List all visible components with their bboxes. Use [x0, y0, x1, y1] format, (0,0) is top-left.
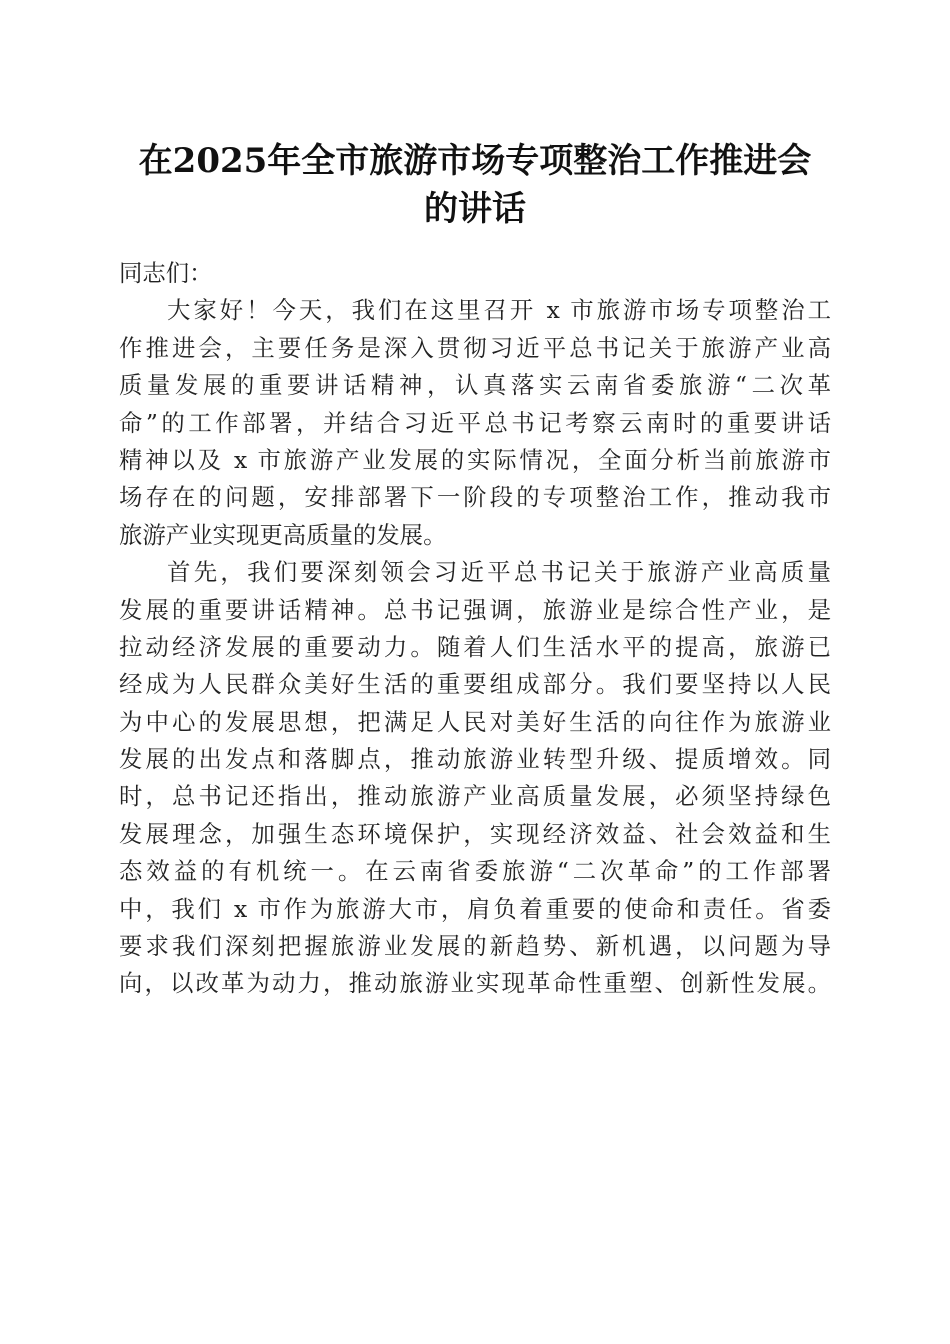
paragraph-line: 发展的重要讲话精神。总书记强调，旅游业是综合性产业，是: [119, 595, 831, 624]
paragraph-line: 发展理念，加强生态环境保护，实现经济效益、社会效益和生: [119, 819, 831, 848]
paragraph-line: 拉动经济发展的重要动力。随着人们生活水平的提高，旅游已: [119, 632, 831, 661]
paragraph-line: 大家好！今天，我们在这里召开 x 市旅游市场专项整治工: [167, 296, 831, 325]
document-body: [119, 255, 831, 1003]
salutation: 同志们：: [119, 259, 213, 287]
paragraph-2: [119, 554, 831, 1003]
paragraph-line: 发展的出发点和落脚点，推动旅游业转型升级、提质增效。同: [119, 745, 831, 774]
paragraph-line: 中，我们 x 市作为旅游大市，肩负着重要的使命和责任。省委: [119, 894, 831, 923]
paragraph-1: [119, 292, 831, 554]
paragraph-line: 作推进会，主要任务是深入贯彻习近平总书记关于旅游产业高: [119, 333, 831, 362]
paragraph-line: 向，以改革为动力，推动旅游业实现革命性重塑、创新性发展。: [119, 969, 831, 998]
paragraph-line: 精神以及 x 市旅游产业发展的实际情况，全面分析当前旅游市: [119, 445, 831, 474]
paragraph-line: 质量发展的重要讲话精神，认真落实云南省委旅游“二次革: [119, 371, 831, 400]
title-line: 在2025年全市旅游市场专项整治工作推进会: [138, 141, 812, 181]
paragraph-line: 命”的工作部署，并结合习近平总书记考察云南时的重要讲话: [119, 408, 831, 437]
paragraph-line: 经成为人民群众美好生活的重要组成部分。我们要坚持以人民: [119, 670, 831, 699]
paragraph-line: 时，总书记还指出，推动旅游产业高质量发展，必须坚持绿色: [119, 782, 831, 811]
paragraph-line: 要求我们深刻把握旅游业发展的新趋势、新机遇，以问题为导: [119, 932, 831, 961]
paragraph-line: 首先，我们要深刻领会习近平总书记关于旅游产业高质量: [167, 558, 831, 587]
paragraph-line: 场存在的问题，安排部署下一阶段的专项整治工作，推动我市: [119, 483, 831, 512]
document-title: [110, 137, 840, 233]
title-line: 的讲话: [424, 189, 526, 229]
paragraph-line: 态效益的有机统一。在云南省委旅游“二次革命”的工作部署: [119, 857, 831, 886]
paragraph-line: 旅游产业实现更高质量的发展。: [119, 520, 447, 549]
paragraph-line: 为中心的发展思想，把满足人民对美好生活的向往作为旅游业: [119, 707, 831, 736]
